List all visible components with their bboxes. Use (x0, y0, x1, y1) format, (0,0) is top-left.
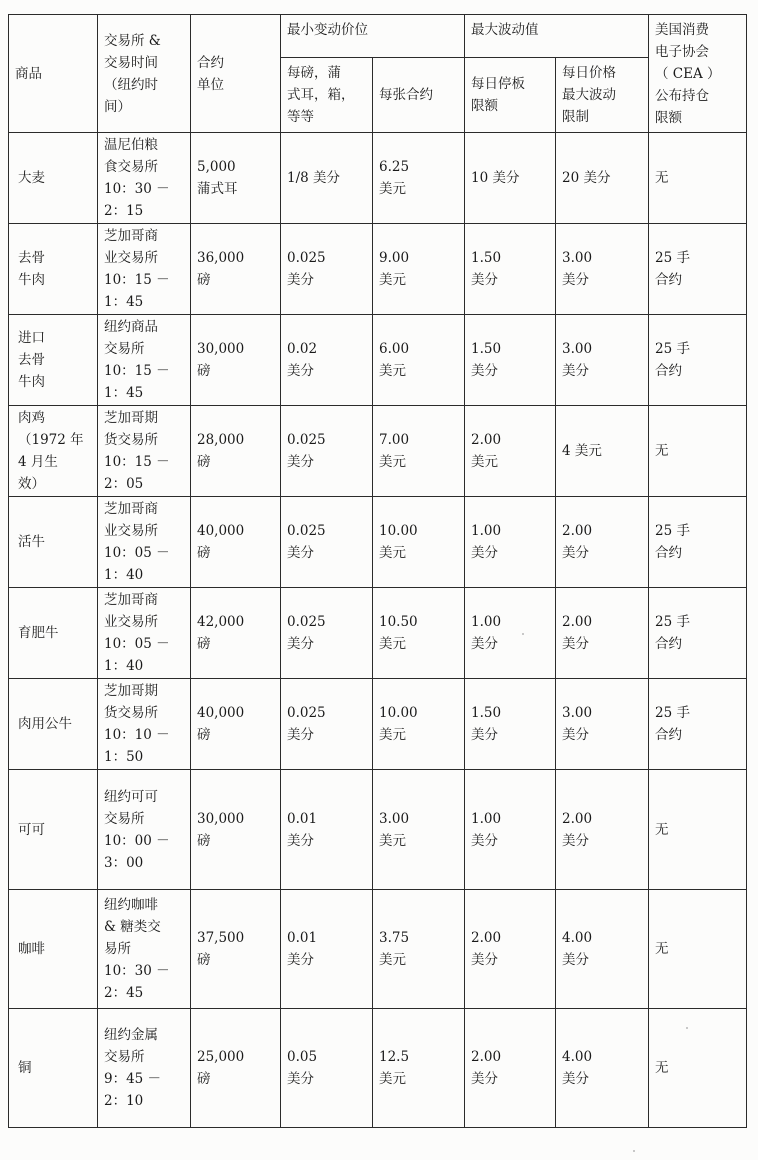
header-daily-range: 每日价格 最大波动 限制 (556, 58, 649, 133)
unit-cell: 30,000 磅 (191, 315, 281, 406)
min-unit-cell: 0.025 美分 (281, 679, 373, 770)
scan-speck (522, 633, 524, 635)
daily-limit-cell: 1.50 美分 (465, 315, 556, 406)
unit-cell: 37,500 磅 (191, 890, 281, 1009)
daily-limit-cell: 1.00 美分 (465, 588, 556, 679)
commodity-cell: 育肥牛 (9, 588, 98, 679)
daily-range-cell: 4.00 美分 (556, 1009, 649, 1128)
commodity-cell: 咖啡 (9, 890, 98, 1009)
cea-limit-cell: 25 手 合约 (649, 224, 747, 315)
table-row (9, 497, 747, 588)
table-row (9, 588, 747, 679)
commodity-cell: 进口 去骨 牛肉 (9, 315, 98, 406)
header-commodity: 商品 (9, 15, 98, 133)
cea-limit-cell: 无 (649, 1009, 747, 1128)
unit-cell: 28,000 磅 (191, 406, 281, 497)
cea-limit-cell: 25 手 合约 (649, 315, 747, 406)
table-header (9, 15, 747, 133)
exchange-cell: 芝加哥商 业交易所 10：05 － 1：40 (98, 588, 191, 679)
table-row (9, 406, 747, 497)
header-daily-limit: 每日停板 限额 (465, 58, 556, 133)
min-unit-cell: 0.01 美分 (281, 890, 373, 1009)
header-contract-unit: 合约 单位 (191, 15, 281, 133)
table-row (9, 679, 747, 770)
daily-limit-cell: 1.00 美分 (465, 497, 556, 588)
commodity-cell: 可可 (9, 770, 98, 890)
min-unit-cell: 0.025 美分 (281, 224, 373, 315)
commodity-cell: 肉用公牛 (9, 679, 98, 770)
unit-cell: 30,000 磅 (191, 770, 281, 890)
daily-range-cell: 2.00 美分 (556, 770, 649, 890)
cea-limit-cell: 无 (649, 770, 747, 890)
exchange-cell: 纽约金属 交易所 9：45 － 2：10 (98, 1009, 191, 1128)
table-row (9, 133, 747, 224)
daily-range-cell: 4.00 美分 (556, 890, 649, 1009)
table-row (9, 770, 747, 890)
min-contract-cell: 10.00 美元 (373, 497, 465, 588)
cea-limit-cell: 无 (649, 890, 747, 1009)
daily-range-cell: 2.00 美分 (556, 588, 649, 679)
cea-limit-cell: 无 (649, 133, 747, 224)
scan-speck (686, 1027, 688, 1029)
header-min-per-contract: 每张合约 (373, 58, 465, 133)
exchange-cell: 纽约咖啡 & 糖类交 易所 10：30 － 2：45 (98, 890, 191, 1009)
exchange-cell: 纽约商品 交易所 10：15 － 1：45 (98, 315, 191, 406)
min-contract-cell: 7.00 美元 (373, 406, 465, 497)
cea-limit-cell: 25 手 合约 (649, 679, 747, 770)
header-exchange: 交易所 & 交易时间 （纽约时 间） (98, 15, 191, 133)
min-unit-cell: 0.025 美分 (281, 497, 373, 588)
min-unit-cell: 1/8 美分 (281, 133, 373, 224)
unit-cell: 5,000 蒲式耳 (191, 133, 281, 224)
exchange-cell: 温尼伯粮 食交易所 10：30 － 2：15 (98, 133, 191, 224)
table-row (9, 315, 747, 406)
min-contract-cell: 10.50 美元 (373, 588, 465, 679)
daily-limit-cell: 1.50 美分 (465, 679, 556, 770)
table-body (9, 133, 747, 1128)
header-cea-limit: 美国消费 电子协会 （ CEA ） 公布持仓 限额 (649, 15, 747, 133)
daily-limit-cell: 2.00 美分 (465, 890, 556, 1009)
table-row (9, 224, 747, 315)
daily-range-cell: 3.00 美分 (556, 224, 649, 315)
daily-range-cell: 3.00 美分 (556, 315, 649, 406)
min-contract-cell: 12.5 美元 (373, 1009, 465, 1128)
min-contract-cell: 6.25 美元 (373, 133, 465, 224)
daily-limit-cell: 1.00 美分 (465, 770, 556, 890)
exchange-cell: 芝加哥商 业交易所 10：15 － 1：45 (98, 224, 191, 315)
daily-limit-cell: 10 美分 (465, 133, 556, 224)
cea-limit-cell: 25 手 合约 (649, 588, 747, 679)
daily-limit-cell: 1.50 美分 (465, 224, 556, 315)
min-contract-cell: 10.00 美元 (373, 679, 465, 770)
daily-limit-cell: 2.00 美元 (465, 406, 556, 497)
unit-cell: 42,000 磅 (191, 588, 281, 679)
commodity-cell: 大麦 (9, 133, 98, 224)
header-min-fluctuation: 最小变动价位 (281, 15, 465, 58)
commodity-cell: 铜 (9, 1009, 98, 1128)
exchange-cell: 芝加哥期 货交易所 10：15 － 2：05 (98, 406, 191, 497)
daily-range-cell: 3.00 美分 (556, 679, 649, 770)
scan-speck (633, 1150, 635, 1152)
min-contract-cell: 9.00 美元 (373, 224, 465, 315)
exchange-cell: 芝加哥期 货交易所 10：10 － 1：50 (98, 679, 191, 770)
min-contract-cell: 6.00 美元 (373, 315, 465, 406)
commodity-cell: 肉鸡 （1972 年 4 月生 效） (9, 406, 98, 497)
table-row (9, 890, 747, 1009)
min-unit-cell: 0.025 美分 (281, 406, 373, 497)
min-unit-cell: 0.025 美分 (281, 588, 373, 679)
min-contract-cell: 3.00 美元 (373, 770, 465, 890)
cea-limit-cell: 25 手 合约 (649, 497, 747, 588)
daily-limit-cell: 2.00 美分 (465, 1009, 556, 1128)
daily-range-cell: 20 美分 (556, 133, 649, 224)
commodity-cell: 去骨 牛肉 (9, 224, 98, 315)
min-unit-cell: 0.01 美分 (281, 770, 373, 890)
table-row (9, 1009, 747, 1128)
futures-contract-table (8, 14, 747, 1128)
unit-cell: 40,000 磅 (191, 679, 281, 770)
exchange-cell: 纽约可可 交易所 10：00 － 3：00 (98, 770, 191, 890)
unit-cell: 36,000 磅 (191, 224, 281, 315)
exchange-cell: 芝加哥商 业交易所 10：05 － 1：40 (98, 497, 191, 588)
min-contract-cell: 3.75 美元 (373, 890, 465, 1009)
header-min-per-unit: 每磅，蒲 式耳，箱， 等等 (281, 58, 373, 133)
daily-range-cell: 2.00 美分 (556, 497, 649, 588)
commodity-cell: 活牛 (9, 497, 98, 588)
unit-cell: 25,000 磅 (191, 1009, 281, 1128)
unit-cell: 40,000 磅 (191, 497, 281, 588)
cea-limit-cell: 无 (649, 406, 747, 497)
daily-range-cell: 4 美元 (556, 406, 649, 497)
header-max-fluctuation: 最大波动值 (465, 15, 649, 58)
min-unit-cell: 0.05 美分 (281, 1009, 373, 1128)
min-unit-cell: 0.02 美分 (281, 315, 373, 406)
